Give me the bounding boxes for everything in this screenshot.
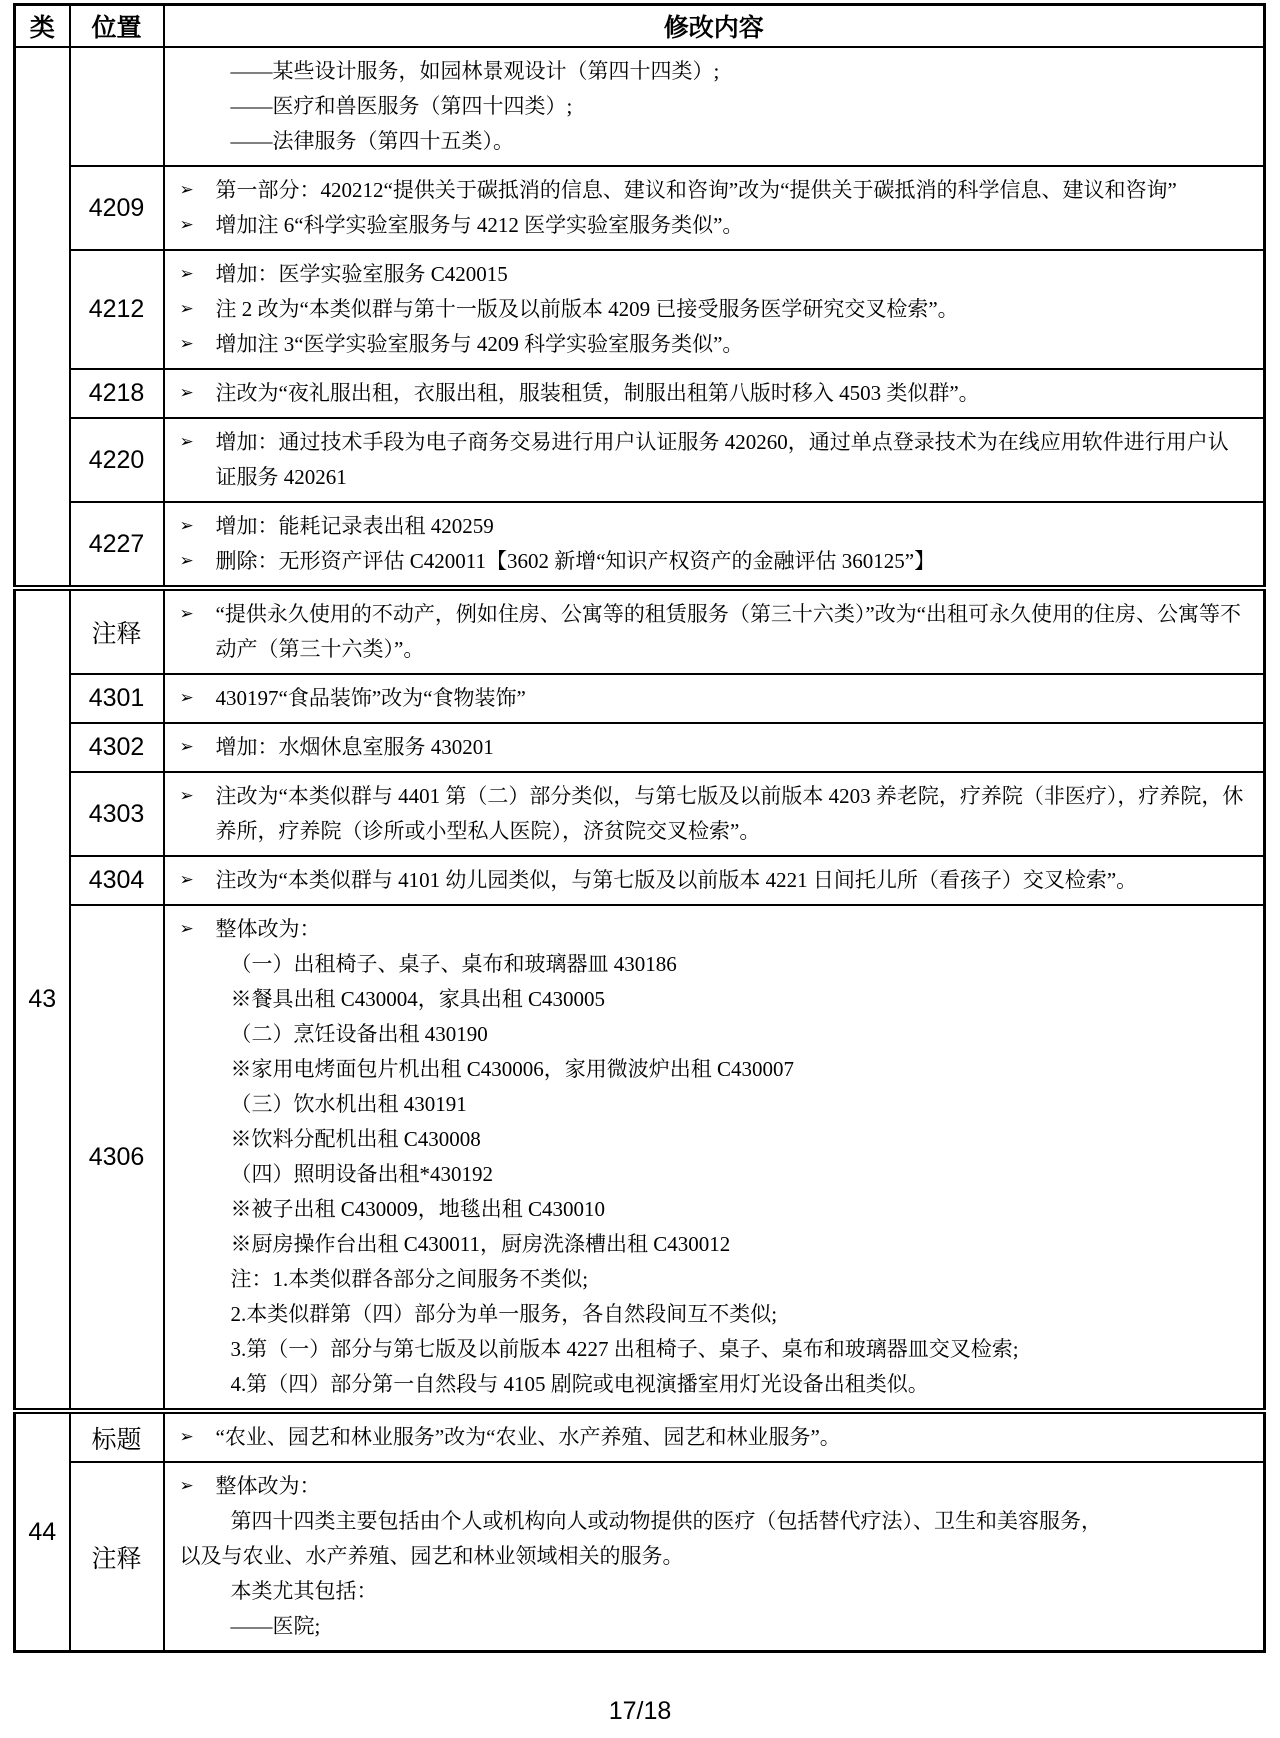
position-cell: 4212: [70, 250, 164, 369]
arrow-bullet-icon: ➢: [179, 604, 194, 624]
revision-line: （二）烹饪设备出租 430190: [230, 1022, 488, 1046]
content-cell: [164, 674, 1265, 723]
position-cell: 4301: [70, 674, 164, 723]
position-cell: [70, 47, 164, 166]
content-cell: [164, 856, 1265, 905]
position-cell: 4306: [70, 905, 164, 1411]
revision-table: [13, 3, 1266, 1653]
revision-item: [165, 1469, 1248, 1504]
position-cell: 4218: [70, 369, 164, 418]
content-cell: [164, 1462, 1265, 1652]
position-cell: 注释: [70, 588, 164, 674]
header-row: [15, 5, 1265, 48]
revision-item: [165, 779, 1248, 849]
position-cell: 标题: [70, 1411, 164, 1462]
table-row: [15, 905, 1265, 1411]
content-cell: [164, 772, 1265, 856]
table-row: [15, 369, 1265, 418]
arrow-bullet-icon: ➢: [179, 264, 194, 284]
revision-text: 增加：医学实验室服务 C420015: [215, 262, 508, 286]
revision-item: [165, 912, 1248, 947]
table-row: [15, 502, 1265, 588]
arrow-bullet-icon: ➢: [179, 1427, 194, 1447]
revision-text: “提供永久使用的不动产，例如住房、公寓等的租赁服务（第三十六类）”改为“出租可永久使用的住房、公寓等不动产（第三十六类）”。: [215, 602, 1241, 661]
revision-line: 4.第（四）部分第一自然段与 4105 剧院或电视演播室用灯光设备出租类似。: [230, 1372, 929, 1396]
class-cell-blank: [15, 47, 70, 588]
revision-text: 整体改为：: [215, 1474, 321, 1498]
arrow-bullet-icon: ➢: [179, 383, 194, 403]
revision-text: 注 2 改为“本类似群与第十一版及以前版本 4209 已接受服务医学研究交叉检索”。: [215, 297, 959, 321]
revision-line: ※餐具出租 C430004，家具出租 C430005: [230, 987, 606, 1011]
table-row: [15, 1411, 1265, 1462]
revision-item: [165, 1420, 1248, 1455]
table-row: [15, 856, 1265, 905]
arrow-bullet-icon: ➢: [179, 215, 194, 235]
revision-line: ※家用电烤面包片机出租 C430006，家用微波炉出租 C430007: [230, 1057, 795, 1081]
revision-line: ※被子出租 C430009，地毯出租 C430010: [230, 1197, 606, 1221]
table-row: [15, 47, 1265, 166]
arrow-bullet-icon: ➢: [179, 516, 194, 536]
revision-line: ——某些设计服务，如园林景观设计（第四十四类）;: [230, 59, 720, 83]
arrow-bullet-icon: ➢: [179, 299, 194, 319]
position-cell: 4227: [70, 502, 164, 588]
position-cell: 4303: [70, 772, 164, 856]
revision-text: 增加：水烟休息室服务 430201: [215, 735, 494, 759]
class-cell-43: 43: [15, 588, 70, 1411]
content-cell: [164, 588, 1265, 674]
revision-line: ——医院;: [230, 1614, 321, 1638]
revision-item: [165, 544, 1248, 579]
revision-text: 增加：通过技术手段为电子商务交易进行用户认证服务 420260，通过单点登录技术为在线应用软件进行用户认证服务 420261: [215, 430, 1229, 489]
arrow-bullet-icon: ➢: [179, 334, 194, 354]
revision-line: 注：1.本类似群各部分之间服务不类似;: [230, 1267, 589, 1291]
content-cell: [164, 166, 1265, 250]
revision-item: [165, 173, 1248, 208]
arrow-bullet-icon: ➢: [179, 1476, 194, 1496]
arrow-bullet-icon: ➢: [179, 180, 194, 200]
col-header-class: 类: [15, 5, 70, 48]
content-cell: [164, 502, 1265, 588]
revision-line: ※厨房操作台出租 C430011，厨房洗涤槽出租 C430012: [230, 1232, 731, 1256]
page-number: 17/18: [608, 1697, 672, 1725]
revision-text: 增加注 3“医学实验室服务与 4209 科学实验室服务类似”。: [215, 332, 744, 356]
table-row: [15, 588, 1265, 674]
content-cell: [164, 369, 1265, 418]
table-row: [15, 772, 1265, 856]
revision-paragraph-line: 第四十四类主要包括由个人或机构向人或动物提供的医疗（包括替代疗法）、卫生和美容服务，: [230, 1509, 1102, 1533]
revision-item: [165, 208, 1248, 243]
revision-item: [165, 597, 1248, 667]
arrow-bullet-icon: ➢: [179, 688, 194, 708]
table-row: [15, 250, 1265, 369]
revision-item: [165, 509, 1248, 544]
arrow-bullet-icon: ➢: [179, 919, 194, 939]
content-cell: [164, 1411, 1265, 1462]
revision-item: [165, 327, 1248, 362]
table-row: [15, 166, 1265, 250]
revision-item: [165, 681, 1248, 716]
table-row: [15, 674, 1265, 723]
revision-item: [165, 292, 1248, 327]
table-row: [15, 1462, 1265, 1652]
col-header-content: 修改内容: [164, 5, 1265, 48]
position-cell: 4220: [70, 418, 164, 502]
revision-item: [165, 376, 1248, 411]
revision-line: （四）照明设备出租*430192: [230, 1162, 493, 1186]
revision-item: [165, 425, 1248, 495]
revision-item: [165, 257, 1248, 292]
document-page: [13, 3, 1266, 1653]
revision-text: 整体改为：: [215, 917, 321, 941]
revision-item: [165, 730, 1248, 765]
revision-line: ——医疗和兽医服务（第四十四类）;: [230, 94, 573, 118]
class-cell-44: 44: [15, 1411, 70, 1652]
arrow-bullet-icon: ➢: [179, 737, 194, 757]
col-header-position: 位置: [70, 5, 164, 48]
content-cell: [164, 47, 1265, 166]
content-cell: [164, 418, 1265, 502]
revision-line: 2.本类似群第（四）部分为单一服务，各自然段间互不类似;: [230, 1302, 778, 1326]
revision-line: （三）饮水机出租 430191: [230, 1092, 467, 1116]
arrow-bullet-icon: ➢: [179, 870, 194, 890]
revision-text: 430197“食品装饰”改为“食物装饰”: [215, 686, 526, 710]
revision-line: （一）出租椅子、桌子、桌布和玻璃器皿 430186: [230, 952, 677, 976]
arrow-bullet-icon: ➢: [179, 551, 194, 571]
position-cell: 4304: [70, 856, 164, 905]
revision-paragraph-line: 以及与农业、水产养殖、园艺和林业领域相关的服务。: [179, 1544, 684, 1568]
position-cell: 4209: [70, 166, 164, 250]
content-cell: [164, 905, 1265, 1411]
revision-line: ※饮料分配机出租 C430008: [230, 1127, 481, 1151]
revision-item: [165, 863, 1248, 898]
revision-text: 删除：无形资产评估 C420011【3602 新增“知识产权资产的金融评估 360125”】: [215, 549, 936, 573]
revision-text: 注改为“本类似群与 4401 第（二）部分类似，与第七版及以前版本 4203 养老院，疗养院（非医疗），疗养院，休养所，疗养院（诊所或小型私人医院），济贫院交叉检索”。: [215, 784, 1244, 843]
revision-text: 第一部分：420212“提供关于碳抵消的信息、建议和咨询”改为“提供关于碳抵消的科学信息、建议和咨询”: [215, 178, 1177, 202]
arrow-bullet-icon: ➢: [179, 432, 194, 452]
content-cell: [164, 723, 1265, 772]
revision-text: 注改为“本类似群与 4101 幼儿园类似，与第七版及以前版本 4221 日间托儿所（看孩子）交叉检索”。: [215, 868, 1138, 892]
revision-text: 增加：能耗记录表出租 420259: [215, 514, 494, 538]
revision-line: ——法律服务（第四十五类）。: [230, 129, 514, 153]
revision-line: 3.第（一）部分与第七版及以前版本 4227 出租椅子、桌子、桌布和玻璃器皿交叉检索;: [230, 1337, 1019, 1361]
table-row: [15, 418, 1265, 502]
revision-line: 本类尤其包括：: [230, 1579, 378, 1603]
arrow-bullet-icon: ➢: [179, 786, 194, 806]
content-cell: [164, 250, 1265, 369]
revision-text: “农业、园艺和林业服务”改为“农业、水产养殖、园艺和林业服务”。: [215, 1425, 841, 1449]
revision-text: 注改为“夜礼服出租，衣服出租，服装租赁，制服出租第八版时移入 4503 类似群”。: [215, 381, 980, 405]
position-cell: 4302: [70, 723, 164, 772]
position-cell: 注释: [70, 1462, 164, 1652]
revision-text: 增加注 6“科学实验室服务与 4212 医学实验室服务类似”。: [215, 213, 744, 237]
table-row: [15, 723, 1265, 772]
